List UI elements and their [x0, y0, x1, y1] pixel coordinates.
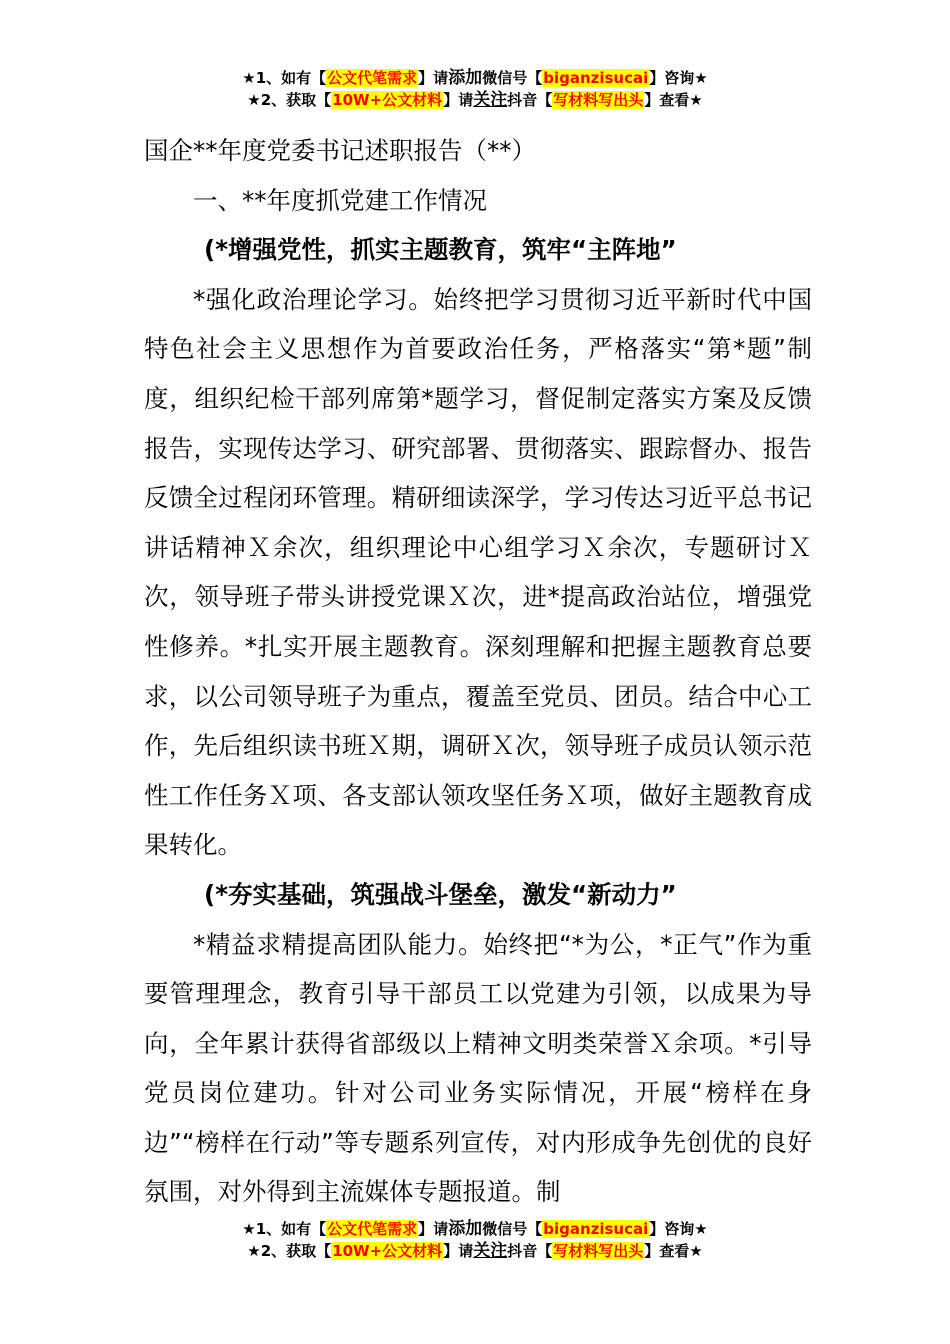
highlight-materials: 10W+公文材料: [332, 1242, 443, 1260]
highlight-douyin-id: 写材料写出头: [553, 91, 644, 109]
promo-line-2: [0, 89, 950, 111]
promo-text: 】咨询: [649, 1220, 695, 1238]
promo-text: 】请: [418, 1220, 449, 1238]
promo-text: 】请: [443, 1242, 474, 1260]
star-icon: ★: [694, 1220, 708, 1238]
promo-text: 微信号【: [482, 69, 543, 87]
highlight-service: 公文代笔需求: [327, 1220, 418, 1238]
promo-text: 】查看: [644, 1242, 690, 1260]
promo-text: 1、如有【: [255, 1220, 327, 1238]
star-icon: ★: [247, 91, 261, 109]
promo-text: 抖音【: [507, 91, 553, 109]
emphasis-text: 添加: [448, 68, 483, 88]
highlight-wechat-id: biganzisucai: [543, 69, 649, 87]
promo-text: 】请: [418, 69, 449, 87]
emphasis-text: 添加: [448, 1219, 483, 1239]
document-title: 国企**年度党委书记述职报告（**）: [144, 136, 536, 165]
emphasis-text: 关注: [473, 90, 508, 110]
promo-text: 2、获取【: [260, 91, 332, 109]
star-icon: ★: [247, 1242, 261, 1260]
highlight-materials: 10W+公文材料: [332, 91, 443, 109]
promo-banner-top: [0, 67, 950, 111]
paragraph: *精益求精提高团队能力。始终把“*为公，*正气”作为重要管理理念，教育引导干部员工以党建为引领，以成果为导向，全年累计获得省部级以上精神文明类荣誉Ｘ余项。*引导党员岗位建功。针对公司业务实际情况，开展“榜样在身边”“榜样在行动”等专题系列宣传，对内形成争先创优的良好氛围，对外得到主流媒体专题报道。制: [144, 929, 812, 1207]
emphasis-text: 关注: [473, 1241, 508, 1261]
promo-text: 】咨询: [649, 69, 695, 87]
star-icon: ★: [694, 69, 708, 87]
highlight-wechat-id: biganzisucai: [543, 1220, 649, 1238]
star-icon: ★: [689, 91, 703, 109]
subheading: (*增强党性，抓实主题教育，筑牢“主阵地”: [204, 235, 677, 265]
promo-text: 】请: [443, 91, 474, 109]
promo-text: 抖音【: [507, 1242, 553, 1260]
star-icon: ★: [242, 1220, 256, 1238]
subheading: (*夯实基础，筑强战斗堡垒，激发“新动力”: [204, 879, 677, 909]
promo-line-1: [0, 67, 950, 89]
highlight-service: 公文代笔需求: [327, 69, 418, 87]
section-heading: 一、**年度抓党建工作情况: [193, 185, 487, 215]
star-icon: ★: [242, 69, 256, 87]
star-icon: ★: [689, 1242, 703, 1260]
document-body: [144, 126, 812, 1217]
promo-line-2: [0, 1240, 950, 1262]
promo-line-1: [0, 1218, 950, 1240]
paragraph: *强化政治理论学习。始终把学习贯彻习近平新时代中国特色社会主义思想作为首要政治任务，严格落实“第*题”制度，组织纪检干部列席第*题学习，督促制定落实方案及反馈报告，实现传达学习、研究部署、贯彻落实、跟踪督办、报告反馈全过程闭环管理。精研细读深学，学习传达习近平总书记讲话精神Ｘ余次，组织理论中心组学习Ｘ余次，专题研讨Ｘ次，领导班子带头讲授党课Ｘ次，进*提高政治站位，增强党性修养。*扎实开展主题教育。深刻理解和把握主题教育总要求，以公司领导班子为重点，覆盖至党员、团员。结合中心工作，先后组织读书班Ｘ期，调研Ｘ次，领导班子成员认领示范性工作任务Ｘ项、各支部认领攻坚任务Ｘ项，做好主题教育成果转化。: [144, 284, 812, 860]
promo-text: 】查看: [644, 91, 690, 109]
promo-text: 微信号【: [482, 1220, 543, 1238]
highlight-douyin-id: 写材料写出头: [553, 1242, 644, 1260]
promo-text: 1、如有【: [255, 69, 327, 87]
promo-banner-bottom: [0, 1218, 950, 1262]
promo-text: 2、获取【: [260, 1242, 332, 1260]
